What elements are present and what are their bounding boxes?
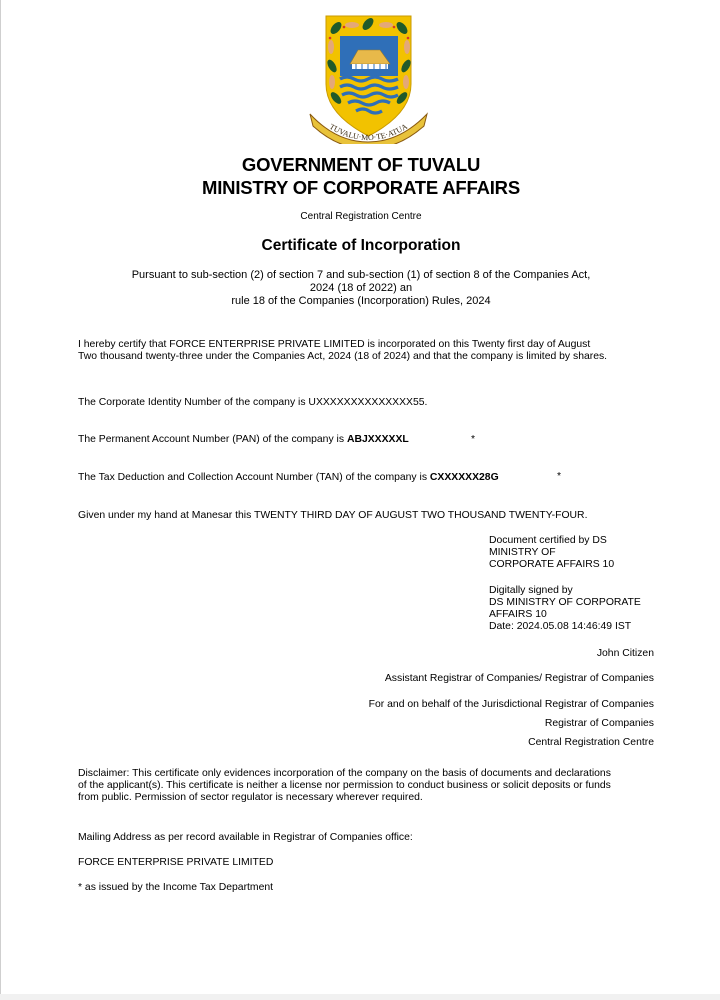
pan-label: The Permanent Account Number (PAN) of the company is (78, 434, 347, 445)
ministry-heading: MINISTRY OF CORPORATE AFFAIRS (202, 177, 520, 198)
tuvalu-coat-of-arms-icon (306, 14, 431, 144)
tan-label: The Tax Deduction and Collection Account Number (TAN) of the company is (78, 472, 430, 483)
pursuant-line-1: Pursuant to sub-section (2) of section 7 and sub-section (1) of section 8 of the Companies Act, (131, 269, 591, 281)
disclaimer-line-1: Disclaimer: This certificate only evidences incorporation of the company on the basis of documents and declarations (78, 768, 611, 779)
office-name: Central Registration Centre (300, 211, 422, 222)
government-heading: GOVERNMENT OF TUVALU (241, 154, 481, 175)
pursuant-line-2: 2024 (18 of 2022) an (309, 282, 413, 294)
certify-line-2: Two thousand twenty-three under the Companies Act, 2024 (18 of 2024) and that the company is limited by shares. (78, 351, 608, 362)
tan-value: CXXXXXX28G (429, 472, 499, 483)
disclaimer-line-2: of the applicant(s). This certificate is neither a license nor permission to conduct business or solicit deposits or funds (78, 780, 611, 791)
certified-by-line-1: Document certified by DS (489, 535, 607, 546)
registration-centre-line: Central Registration Centre (528, 737, 654, 748)
mailing-address-value: FORCE ENTERPRISE PRIVATE LIMITED (78, 857, 274, 868)
signatory-designation: Assistant Registrar of Companies/ Registrar of Companies (384, 673, 654, 684)
footnote: * as issued by the Income Tax Department (78, 882, 274, 893)
certificate-title: Certificate of Incorporation (261, 237, 461, 254)
certified-by-line-3: CORPORATE AFFAIRS 10 (489, 559, 615, 570)
given-statement: Given under my hand at Manesar this TWENTY THIRD DAY OF AUGUST TWO THOUSAND TWENTY-FOUR. (78, 510, 588, 521)
tan-statement (78, 472, 499, 484)
tan-asterisk: * (557, 471, 562, 482)
svg-text:TUVALU·MO·TE·ATUA: TUVALU·MO·TE·ATUA (327, 121, 410, 143)
pan-statement (78, 434, 409, 446)
digital-signature-date: Date: 2024.05.08 14:46:49 IST (489, 621, 632, 632)
on-behalf-line: For and on behalf of the Jurisdictional Registrar of Companies (368, 699, 654, 710)
cin-statement: The Corporate Identity Number of the company is UXXXXXXXXXXXXXX55. (78, 397, 428, 408)
disclaimer-line-3: from public. Permission of sector regulator is necessary wherever required. (78, 792, 423, 803)
digitally-signed-line-2: DS MINISTRY OF CORPORATE (489, 597, 641, 608)
signatory-name: John Citizen (596, 648, 654, 659)
certified-by-line-2: MINISTRY OF (489, 547, 556, 558)
pursuant-line-3: rule 18 of the Companies (Incorporation) Rules, 2024 (231, 295, 491, 307)
digitally-signed-line-3: AFFAIRS 10 (489, 609, 547, 620)
pan-value: ABJXXXXXL (346, 434, 409, 445)
registrar-line: Registrar of Companies (544, 718, 654, 729)
pan-asterisk: * (471, 434, 476, 445)
digitally-signed-line-1: Digitally signed by (489, 585, 573, 596)
certify-line-1: I hereby certify that FORCE ENTERPRISE PRIVATE LIMITED is incorporated on this Twenty first day of August (78, 339, 591, 350)
mailing-address-label: Mailing Address as per record available in Registrar of Companies office: (78, 832, 413, 843)
